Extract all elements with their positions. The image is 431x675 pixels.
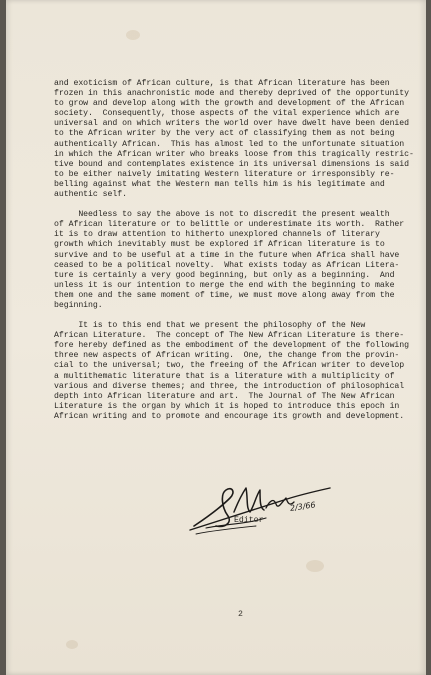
text-line: of African literature or to belittle or underestimate its worth. Rather [54,220,405,230]
text-line: It is to this end that we present the philosophy of the New [54,321,366,331]
text-line: to grow and develop along with the growth and development of the African [54,99,405,109]
text-line: authentic self. [54,190,127,200]
text-line: ceased to be a political novelty. What exists today as African Litera- [54,260,400,270]
text-line: African writing and to promote and encourage its growth and development. [54,411,405,421]
text-line: ture is certainly a very good beginning, but only as a beginning. And [54,270,395,280]
document-page [6,0,426,675]
text-line: growth which inevitably must be explored if African literature is to [54,240,385,250]
paragraph [54,79,424,200]
text-line: belling against what the Western man tells him is his legitimate and [54,179,385,189]
page-number: 2 [238,610,243,619]
text-line: unless it is our intention to merge the end with the beginning to make [54,280,395,290]
text-line: to be either naively imitating Western literature or irresponsibly re- [54,169,395,179]
text-line: tive bound and contemplates existence in its universal dimensions is said [54,159,410,169]
text-line: a multithematic literature that is a literature with a multiplicity of [54,371,395,381]
text-line: cial to the universal; two, the freeing of the African writer to develop [54,361,405,371]
text-line: society. Consequently, those aspects of the vital experience which are [54,109,400,119]
text-line: them one and the same moment of time, we must move along away from the [54,290,395,300]
signature-date: 2/3/66 [289,500,317,513]
text-line: Needless to say the above is not to discredit the present wealth [54,210,390,220]
text-line: it is to draw attention to hitherto unexplored channels of literary [54,230,380,240]
text-line: beginning. [54,300,103,310]
paragraph [54,210,424,311]
paper-stain [126,30,140,40]
paragraph [54,321,424,422]
text-line: survive and to be useful at a time in the future when Africa shall have [54,250,400,260]
paper-stain [306,560,324,572]
text-line: in which the African writer who breaks loose from this tragically restric- [54,149,414,159]
text-line: three new aspects of African writing. One, the change from the provin- [54,351,400,361]
signer-title: Editor [234,516,264,525]
text-line: and exoticism of African culture, is that African literature has been [54,79,390,88]
text-line: various and diverse themes; and three, the introduction of philosophical [54,381,405,391]
text-line: African Literature. The concept of The New African Literature is there- [54,331,405,341]
text-line: to the African writer by the very act of classifying them as not being [54,129,395,139]
text-line: authentically African. This has almost led to the unfortunate situation [54,139,405,149]
body-text [54,79,424,422]
paper-stain [66,640,78,649]
text-line: frozen in this anachronistic mode and thereby deprived of the opportunity [54,89,410,99]
text-line: depth into African literature and art. The Journal of The New African [54,391,395,401]
editor-signature [186,478,336,538]
text-line: fore hereby defined as the embodiment of the development of the following [54,341,410,351]
text-line: universal and on which writers the world over have dwelt have been denied [54,119,410,129]
text-line: Literature is the organ by which it is hoped to introduce this epoch in [54,401,400,411]
